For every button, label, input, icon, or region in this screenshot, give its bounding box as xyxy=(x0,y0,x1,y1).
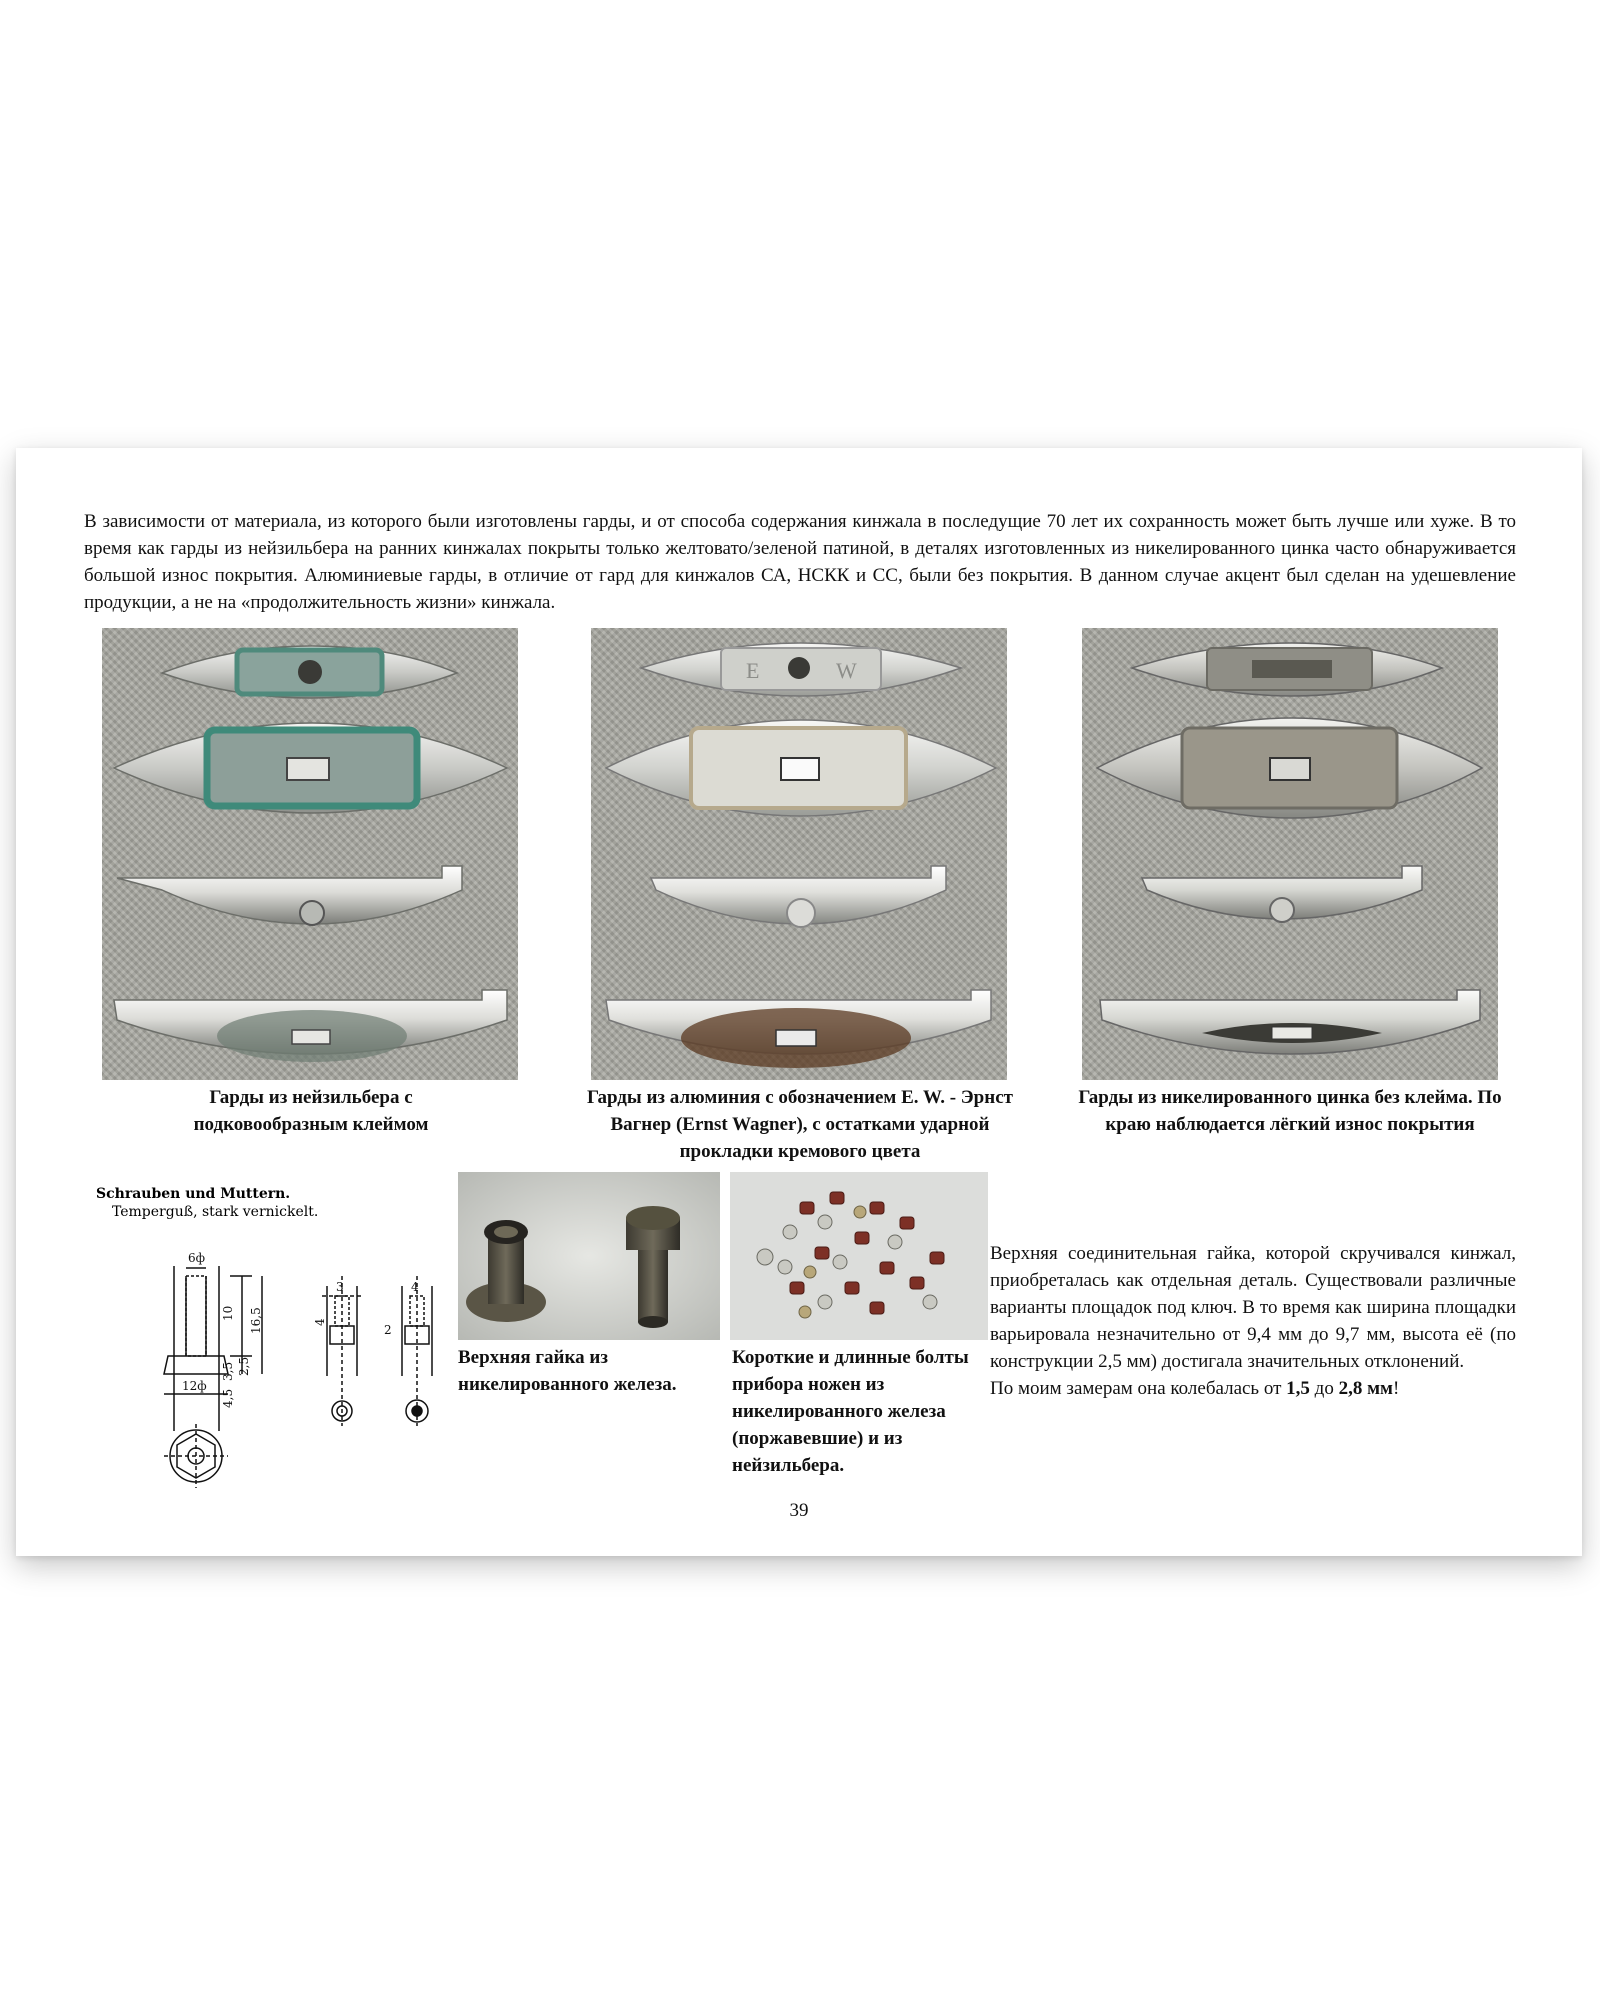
dim-h4: 3,5 xyxy=(221,1361,235,1381)
top-nut-paragraph: Верхняя соединительная гайка, которой скручивался кинжал, приобреталась как отдельная деталь. Существовали различные варианты площадок под ключ. В то время как ширина площадки варьировала незначительно от 9,4 мм до 9,7 мм, высота её (по конструкции 2,5 мм) достигала значительных отклонений. xyxy=(990,1243,1516,1372)
nut-svg xyxy=(458,1172,720,1340)
measurement-line xyxy=(990,1378,1399,1399)
dim-s2: 3 xyxy=(336,1280,344,1294)
drawing-heading-1: Schrauben und Muttern. xyxy=(96,1186,291,1202)
dim-h3: 2,5 xyxy=(237,1356,251,1376)
photo-zinc-guards xyxy=(1082,628,1498,1080)
dim-d-top: 6ф xyxy=(188,1251,206,1265)
page-number: 39 xyxy=(789,1500,809,1521)
guard-top-patina xyxy=(102,628,518,1080)
measurement-connector: до xyxy=(1309,1378,1339,1399)
guard-aluminium-set xyxy=(591,628,1007,1080)
drawing-svg xyxy=(82,1176,462,1492)
caption-bolts: Короткие и длинные болты прибора ножен из никелированного железа (поржавевшие) и из нейзильбера. xyxy=(732,1347,969,1476)
caption-nut: Верхняя гайка из никелированного железа. xyxy=(458,1347,677,1395)
measurement-min: 1,5 xyxy=(1286,1378,1310,1399)
guard-zinc-set xyxy=(1082,628,1498,1080)
dim-s4: 4 xyxy=(411,1280,419,1294)
measurement-prefix: По моим замерам она колебалась от xyxy=(990,1378,1287,1399)
dim-s1: 4 xyxy=(313,1318,327,1326)
intro-paragraph: В зависимости от материала, из которого были изготовлены гарды, и от способа содержания кинжала в последущие 70 лет их сохранность может быть лучше или хуже. В то время как гарды из нейзильбера на ранних кинжалах покрыты только желтовато/зеленой патиной, в деталях изготовленных из никелированного цинка часто обнаруживается большой износ покрытия. Алюминиевые гарды, в отличие от гард для кинжалов СА, НСКК и СС, были без покрытия. В данном случае акцент был сделан на удешевление продукции, а не на «продолжительность жизни» кинжала. xyxy=(84,511,1516,613)
measurement-max: 2,8 мм xyxy=(1338,1378,1393,1399)
dim-s3: 2 xyxy=(384,1323,392,1337)
mark-w: W xyxy=(836,658,857,683)
mark-e: E xyxy=(746,658,760,683)
photo-nickel-silver-guards xyxy=(102,628,518,1080)
caption-aluminium: Гарды из алюминия с обозначением E. W. - Эрнст Вагнер (Ernst Wagner), с остатками ударной прокладки кремового цвета xyxy=(587,1087,1013,1162)
drawing-heading-2: Temperguß, stark vernickelt. xyxy=(112,1204,319,1220)
technical-drawing xyxy=(82,1176,462,1492)
photo-top-nut xyxy=(458,1172,720,1340)
book-page xyxy=(16,448,1582,1556)
dim-d-base: 12ф xyxy=(182,1379,207,1393)
bolts-svg xyxy=(730,1172,988,1340)
dim-h5: 4,5 xyxy=(221,1388,235,1408)
photo-aluminium-guards xyxy=(591,628,1007,1080)
photo-bolts xyxy=(730,1172,988,1340)
measurement-suffix: ! xyxy=(1392,1378,1400,1399)
dim-h2: 16,5 xyxy=(249,1307,263,1334)
caption-nickel-silver: Гарды из нейзильбера с подковообразным клеймом xyxy=(193,1087,429,1135)
caption-zinc: Гарды из никелированного цинка без клейма. По краю наблюдается лёгкий износ покрытия xyxy=(1078,1087,1502,1135)
dim-h1: 10 xyxy=(221,1305,235,1321)
top-nut-text xyxy=(990,1240,1516,1402)
